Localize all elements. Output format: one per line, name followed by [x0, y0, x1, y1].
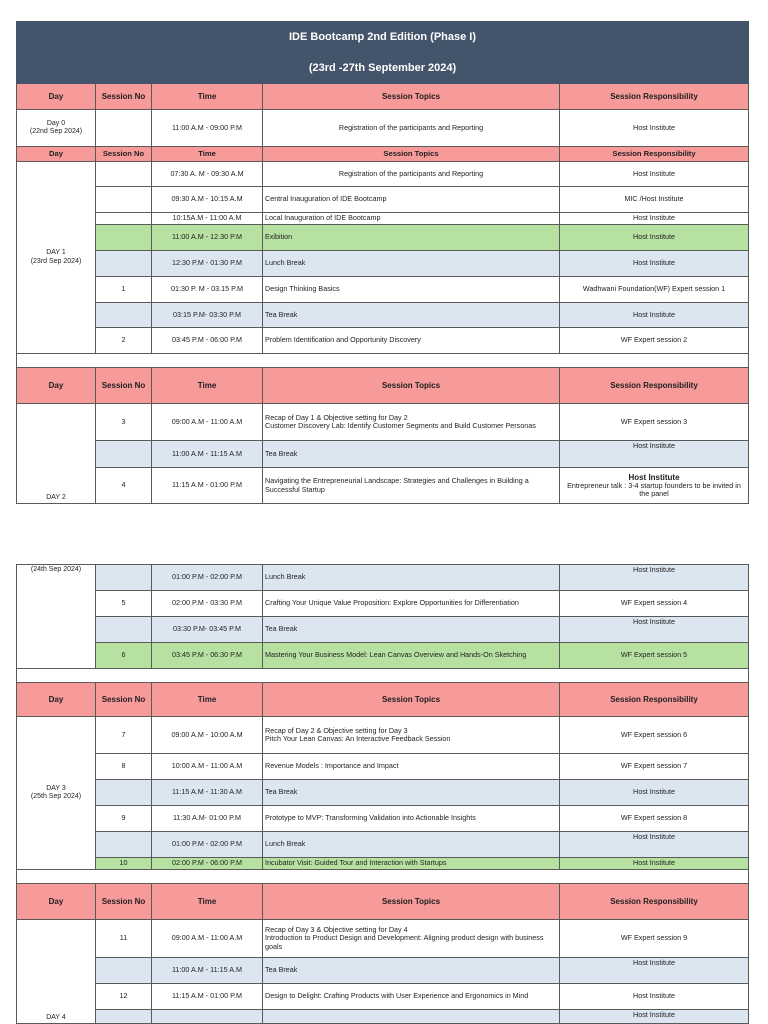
- topic-cell: Prototype to MVP: Transforming Validation into Actionable Insights: [263, 806, 560, 832]
- topic-cell: Tea Break: [263, 303, 560, 328]
- topic-cell: Mastering Your Business Model: Lean Canvas Overview and Hands-On Sketching: [263, 643, 560, 669]
- topic-cell: [263, 1010, 560, 1024]
- responsibility-cell: WF Expert session 3: [560, 404, 749, 441]
- session-cell: [96, 617, 152, 643]
- day-cell: [17, 920, 96, 1024]
- schedule-table-page-1: [16, 21, 749, 504]
- table-row: [17, 225, 749, 251]
- table-row: [17, 565, 749, 591]
- table-row: [17, 441, 749, 468]
- session-cell: [96, 303, 152, 328]
- day-label: Day 0: [46, 119, 66, 127]
- day-label: DAY 4: [46, 1013, 66, 1021]
- topic-cell: Tea Break: [263, 958, 560, 984]
- topic-cell: Lunch Break: [263, 832, 560, 858]
- time-cell: 11:30 A.M- 01:00 P.M: [152, 806, 263, 832]
- table-row: [17, 832, 749, 858]
- responsibility-note: Entrepreneur talk : 3-4 startup founders to be invited in the panel: [567, 480, 741, 499]
- topic-cell: Revenue Models : Importance and Impact: [263, 754, 560, 780]
- table-row: [17, 110, 749, 147]
- time-cell: 11:15 A.M - 01:00 P.M: [152, 984, 263, 1010]
- responsibility-cell: WF Expert session 8: [560, 806, 749, 832]
- header-session-no: Session No: [96, 84, 152, 110]
- topic-cell: Lunch Break: [263, 565, 560, 591]
- day-date: (24th Sep 2024): [30, 566, 82, 573]
- session-cell: 4: [96, 468, 152, 504]
- responsibility-cell: Host Institute: [560, 213, 749, 225]
- time-cell: 02:00 P.M - 03:30 P.M: [152, 591, 263, 617]
- table-row: [17, 1010, 749, 1024]
- header-responsibility: Session Responsibility: [560, 884, 749, 920]
- topic-cell: Recap of Day 2 & Objective setting for Day 3 Pitch Your Lean Canvas: An Interactive Feedback Session: [263, 717, 560, 754]
- session-cell: [96, 225, 152, 251]
- header-session-no: Session No: [96, 884, 152, 920]
- time-cell: [152, 1010, 263, 1024]
- header-session-no: Session No: [96, 147, 152, 162]
- schedule-table-page-2: [16, 564, 749, 1024]
- day-date: (22nd Sep 2024): [29, 128, 83, 135]
- topic-cell: Recap of Day 3 & Objective setting for Day 4 Introduction to Product Design and Development: Aligning product design with business goals: [263, 920, 560, 958]
- responsibility-cell: Host Institute: [560, 984, 749, 1010]
- time-cell: 09:00 A.M - 10:00 A.M: [152, 717, 263, 754]
- session-cell: [96, 110, 152, 147]
- table-row: [17, 780, 749, 806]
- day-cell: [17, 110, 96, 147]
- session-cell: 6: [96, 643, 152, 669]
- time-cell: 10:00 A.M - 11:00 A.M: [152, 754, 263, 780]
- header-day: Day: [17, 683, 96, 717]
- topic-cell: Registration of the participants and Reporting: [263, 110, 560, 147]
- responsibility-cell: Host Institute: [560, 832, 749, 858]
- responsibility-label: Host Institute: [628, 472, 680, 482]
- time-cell: 01:00 P.M - 02:00 P.M: [152, 832, 263, 858]
- table-row: [17, 643, 749, 669]
- time-cell: 10:15A.M - 11:00 A.M: [152, 213, 263, 225]
- session-cell: 7: [96, 717, 152, 754]
- topic-cell: Problem Identification and Opportunity Discovery: [263, 328, 560, 354]
- responsibility-cell: WF Expert session 7: [560, 754, 749, 780]
- time-cell: 09:00 A.M - 11:00 A.M: [152, 404, 263, 441]
- spacer-row: [17, 669, 749, 683]
- header-topics: Session Topics: [263, 368, 560, 404]
- session-cell: [96, 780, 152, 806]
- table-row: [17, 213, 749, 225]
- topic-cell: Registration of the participants and Reporting: [263, 162, 560, 187]
- header-topics: Session Topics: [263, 147, 560, 162]
- topic-cell: Central Inauguration of IDE Bootcamp: [263, 187, 560, 213]
- day-cell: [17, 565, 96, 669]
- table-row: [17, 858, 749, 870]
- session-cell: 1: [96, 277, 152, 303]
- header-time: Time: [152, 368, 263, 404]
- table-row: [17, 187, 749, 213]
- table-row: [17, 958, 749, 984]
- header-responsibility: Session Responsibility: [560, 147, 749, 162]
- time-cell: 11:00 A.M - 11:15 A.M: [152, 441, 263, 468]
- table-row: [17, 251, 749, 277]
- header-day: Day: [17, 368, 96, 404]
- spacer-row: [17, 870, 749, 884]
- responsibility-cell: WF Expert session 2: [560, 328, 749, 354]
- header-time: Time: [152, 884, 263, 920]
- header-session-no: Session No: [96, 683, 152, 717]
- day-label: DAY 2: [46, 493, 66, 501]
- table-row: [17, 617, 749, 643]
- header-responsibility: Session Responsibility: [560, 84, 749, 110]
- session-cell: [96, 213, 152, 225]
- session-cell: [96, 1010, 152, 1024]
- responsibility-cell: WF Expert session 6: [560, 717, 749, 754]
- day-date: (25th Sep 2024): [30, 793, 82, 800]
- session-cell: [96, 187, 152, 213]
- header-time: Time: [152, 683, 263, 717]
- header-session-no: Session No: [96, 368, 152, 404]
- table-row: [17, 754, 749, 780]
- table-row: [17, 591, 749, 617]
- header-responsibility: Session Responsibility: [560, 368, 749, 404]
- table-row: [17, 328, 749, 354]
- session-cell: [96, 162, 152, 187]
- session-cell: [96, 565, 152, 591]
- time-cell: 11:00 A.M - 12.30 P.M: [152, 225, 263, 251]
- responsibility-cell: Host Institute: [560, 858, 749, 870]
- session-cell: 10: [96, 858, 152, 870]
- session-cell: 5: [96, 591, 152, 617]
- header-time: Time: [152, 147, 263, 162]
- time-cell: 07:30 A. M - 09:30 A.M: [152, 162, 263, 187]
- session-cell: 3: [96, 404, 152, 441]
- responsibility-cell: MIC /Host Institute: [560, 187, 749, 213]
- table-row: [17, 303, 749, 328]
- spacer-row: [17, 354, 749, 368]
- header-time: Time: [152, 84, 263, 110]
- session-cell: 8: [96, 754, 152, 780]
- day-cell: [17, 162, 96, 354]
- table-row: [17, 404, 749, 441]
- time-cell: 11:00 A.M - 11:15 A.M: [152, 958, 263, 984]
- responsibility-cell: Host Institute: [560, 110, 749, 147]
- responsibility-cell: Host Institute: [560, 1010, 749, 1024]
- day-cell: [17, 404, 96, 504]
- session-cell: [96, 251, 152, 277]
- time-cell: 09:00 A.M - 11:00 A.M: [152, 920, 263, 958]
- header-topics: Session Topics: [263, 884, 560, 920]
- schedule-title: IDE Bootcamp 2nd Edition (Phase I): [17, 22, 749, 53]
- responsibility-cell: Host Institute: [560, 303, 749, 328]
- time-cell: 03:45 P.M - 06:00 P.M: [152, 328, 263, 354]
- session-cell: 12: [96, 984, 152, 1010]
- topic-cell: Tea Break: [263, 780, 560, 806]
- table-row: [17, 717, 749, 754]
- responsibility-cell: Host Institute: [560, 251, 749, 277]
- responsibility-cell: WF Expert session 5: [560, 643, 749, 669]
- header-day: Day: [17, 147, 96, 162]
- time-cell: 11:15 A.M - 11:30 A.M: [152, 780, 263, 806]
- session-cell: [96, 958, 152, 984]
- topic-cell: Lunch Break: [263, 251, 560, 277]
- responsibility-cell: Host Institute: [560, 441, 749, 468]
- header-topics: Session Topics: [263, 683, 560, 717]
- time-cell: 03:30 P.M- 03:45 P.M: [152, 617, 263, 643]
- topic-cell: Tea Break: [263, 617, 560, 643]
- responsibility-cell: Wadhwani Foundation(WF) Expert session 1: [560, 277, 749, 303]
- topic-cell: Exibition: [263, 225, 560, 251]
- time-cell: 11:00 A.M - 09:00 P.M: [152, 110, 263, 147]
- table-row: [17, 468, 749, 504]
- day-label: DAY 1: [46, 249, 66, 257]
- session-cell: 11: [96, 920, 152, 958]
- topic-cell: Recap of Day 1 & Objective setting for Day 2 Customer Discovery Lab: Identify Customer Segments and Build Customer Personas: [263, 404, 560, 441]
- day-cell: [17, 717, 96, 870]
- topic-cell: Incubator Visit: Guided Tour and Interaction with Startups: [263, 858, 560, 870]
- topic-cell: Navigating the Entrepreneurial Landscape: Strategies and Challenges in Building a Successful Startup: [263, 468, 560, 504]
- topic-cell: Local Inauguration of IDE Bootcamp: [263, 213, 560, 225]
- session-cell: 9: [96, 806, 152, 832]
- header-day: Day: [17, 84, 96, 110]
- responsibility-cell: WF Expert session 4: [560, 591, 749, 617]
- topic-cell: Tea Break: [263, 441, 560, 468]
- header-responsibility: Session Responsibility: [560, 683, 749, 717]
- time-cell: 03:15 P.M- 03:30 P.M: [152, 303, 263, 328]
- time-cell: 01:30 P. M - 03.15 P.M: [152, 277, 263, 303]
- table-row: [17, 984, 749, 1010]
- header-day: Day: [17, 884, 96, 920]
- session-cell: [96, 832, 152, 858]
- topic-cell: Design Thinking Basics: [263, 277, 560, 303]
- table-row: [17, 277, 749, 303]
- topic-cell: Design to Delight: Crafting Products with User Experience and Ergonomics in Mind: [263, 984, 560, 1010]
- time-cell: 12:30 P.M - 01:30 P.M: [152, 251, 263, 277]
- day-date: (23rd Sep 2024): [30, 257, 82, 265]
- responsibility-cell: [560, 468, 749, 504]
- time-cell: 02:00 P.M - 06:00 P.M: [152, 858, 263, 870]
- header-topics: Session Topics: [263, 84, 560, 110]
- time-cell: 01:00 P.M - 02:00 P.M: [152, 565, 263, 591]
- table-row: [17, 806, 749, 832]
- responsibility-cell: WF Expert session 9: [560, 920, 749, 958]
- time-cell: 09:30 A.M - 10:15 A.M: [152, 187, 263, 213]
- table-row: [17, 920, 749, 958]
- session-cell: 2: [96, 328, 152, 354]
- day-label: DAY 3: [46, 784, 66, 792]
- time-cell: 03:45 P.M - 06:30 P.M: [152, 643, 263, 669]
- responsibility-cell: Host Institute: [560, 162, 749, 187]
- session-cell: [96, 441, 152, 468]
- responsibility-cell: Host Institute: [560, 958, 749, 984]
- topic-cell: Crafting Your Unique Value Proposition: Explore Opportunities for Differentiation: [263, 591, 560, 617]
- responsibility-cell: Host Institute: [560, 565, 749, 591]
- responsibility-cell: Host Institute: [560, 780, 749, 806]
- time-cell: 11:15 A.M - 01:00 P.M: [152, 468, 263, 504]
- responsibility-cell: Host Institute: [560, 225, 749, 251]
- responsibility-cell: Host Institute: [560, 617, 749, 643]
- schedule-subtitle: (23rd -27th September 2024): [17, 53, 749, 84]
- table-row: [17, 162, 749, 187]
